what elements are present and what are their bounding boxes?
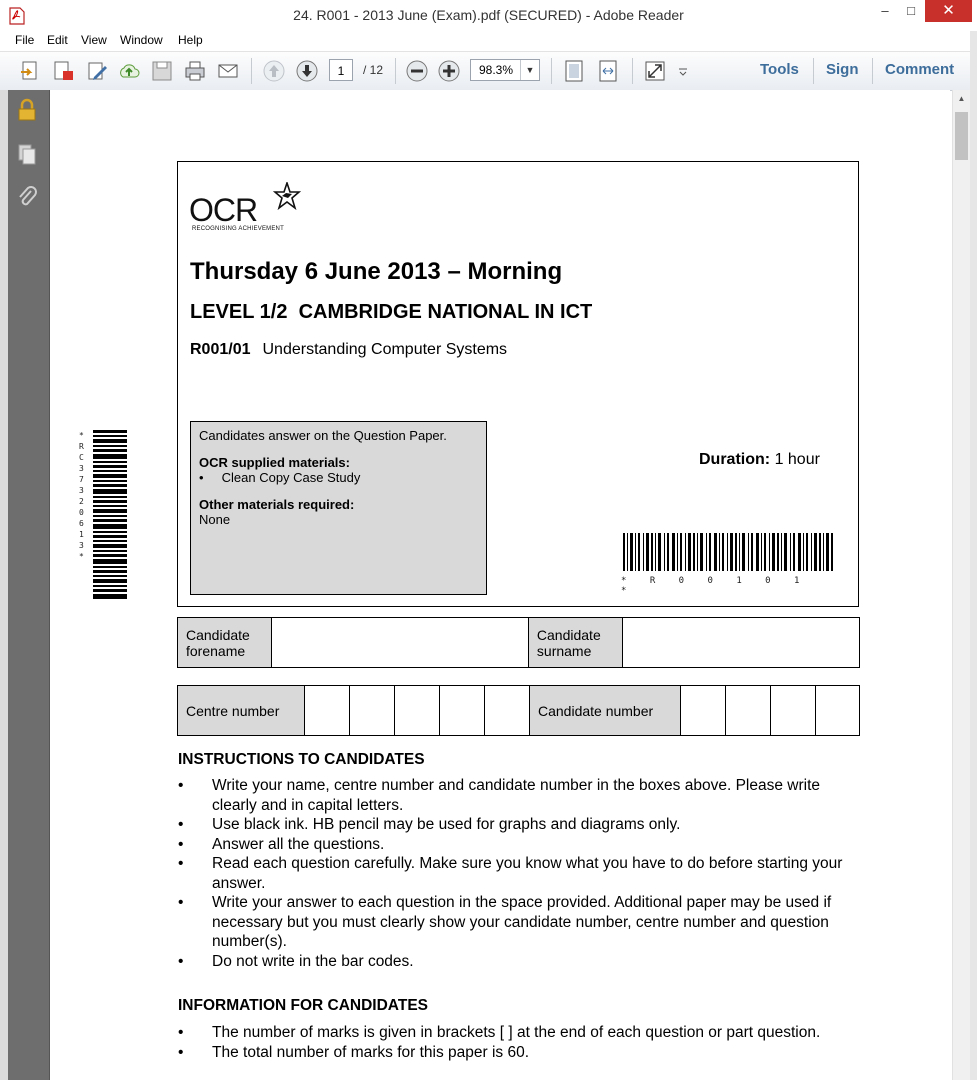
- navigation-pane-edge: [0, 90, 8, 1080]
- materials-box: [190, 421, 487, 595]
- other-materials-heading: Other materials required:: [199, 497, 355, 512]
- candidate-surname-box[interactable]: [622, 618, 859, 668]
- attachments-paperclip-icon[interactable]: [16, 185, 38, 209]
- horizontal-barcode: [621, 533, 836, 596]
- upload-cloud-icon[interactable]: [117, 59, 141, 83]
- full-screen-icon[interactable]: [643, 59, 667, 83]
- information-heading: INFORMATION FOR CANDIDATES: [178, 997, 428, 1014]
- page-number-input[interactable]: 1: [329, 59, 353, 81]
- ocr-logo: OCR: [189, 192, 258, 228]
- other-materials-value: None: [199, 512, 231, 527]
- instruction-item: • Read each question carefully. Make sure you know what you have to do before starting your answer.: [178, 854, 868, 893]
- toolbar-more-icon[interactable]: [676, 59, 690, 83]
- centre-number-digit-box[interactable]: [395, 686, 440, 736]
- ocr-tagline: RECOGNISING ACHIEVEMENT: [192, 226, 284, 232]
- toolbar-separator: [632, 58, 633, 84]
- page-total: / 12: [363, 63, 384, 77]
- qualification-title: LEVEL 1/2 CAMBRIDGE NATIONAL IN ICT: [190, 301, 593, 323]
- instruction-item: • Answer all the questions.: [178, 835, 868, 855]
- vertical-scrollbar[interactable]: [952, 90, 970, 1080]
- centre-number-digit-box[interactable]: [350, 686, 395, 736]
- information-item: • The total number of marks for this paper is 60.: [178, 1043, 868, 1063]
- window-right-edge: [970, 31, 977, 1080]
- tools-pane-button[interactable]: Tools: [760, 61, 799, 78]
- menu-file[interactable]: File: [15, 33, 35, 47]
- window-title: 24. R001 - 2013 June (Exam).pdf (SECURED) - Adobe Reader: [293, 7, 684, 23]
- maximize-button[interactable]: □: [907, 3, 915, 18]
- edit-icon[interactable]: [85, 59, 109, 83]
- candidate-forename-label: Candidate forename: [178, 618, 272, 668]
- vertical-barcode-graphic: [89, 430, 129, 600]
- instruction-item: • Do not write in the bar codes.: [178, 952, 868, 972]
- page-thumbnails-icon[interactable]: [16, 142, 38, 166]
- previous-page-icon[interactable]: [262, 59, 286, 83]
- menu-edit[interactable]: Edit: [47, 33, 68, 47]
- toolbar-separator: [251, 58, 252, 84]
- save-icon[interactable]: [150, 59, 174, 83]
- instruction-item: • Use black ink. HB pencil may be used for graphs and diagrams only.: [178, 815, 868, 835]
- navigation-pane: [0, 90, 50, 1080]
- zoom-select[interactable]: [470, 59, 540, 81]
- email-icon[interactable]: [216, 59, 240, 83]
- candidate-number-label: Candidate number: [529, 686, 680, 736]
- exam-date: Thursday 6 June 2013 – Morning: [190, 258, 563, 285]
- zoom-value: 98.3%: [479, 63, 514, 77]
- centre-number-digit-box[interactable]: [485, 686, 530, 736]
- menu-window[interactable]: Window: [120, 33, 163, 47]
- information-list: [178, 1023, 868, 1062]
- toolbar-separator: [551, 58, 552, 84]
- fit-page-icon[interactable]: [562, 59, 586, 83]
- lock-icon[interactable]: [16, 98, 38, 122]
- title-bar: [0, 0, 977, 31]
- candidate-surname-label: Candidate surname: [528, 618, 622, 668]
- centre-number-digit-box[interactable]: [305, 686, 350, 736]
- candidate-name-table: [177, 617, 860, 668]
- centre-number-digit-box[interactable]: [440, 686, 485, 736]
- instructions-list: [178, 776, 868, 971]
- candidate-number-digit-box[interactable]: [770, 686, 815, 736]
- answer-instruction: Candidates answer on the Question Paper.: [199, 428, 447, 443]
- candidate-number-digit-box[interactable]: [815, 686, 859, 736]
- duration-label: Duration:: [699, 451, 771, 468]
- scroll-up-arrow-icon[interactable]: ▲: [957, 94, 966, 103]
- comment-pane-button[interactable]: Comment: [885, 61, 955, 78]
- minimize-button[interactable]: –: [881, 3, 889, 18]
- information-item: • The number of marks is given in brackets [ ] at the end of each question or part question.: [178, 1023, 868, 1043]
- toolbar: [0, 51, 977, 91]
- menu-view[interactable]: View: [81, 33, 107, 47]
- supplied-item-text: Clean Copy Case Study: [221, 470, 361, 485]
- create-pdf-icon[interactable]: [51, 59, 75, 83]
- duration-value: 1 hour: [774, 451, 820, 468]
- scrollbar-thumb[interactable]: [955, 112, 968, 160]
- candidate-forename-box[interactable]: [271, 618, 528, 668]
- menu-bar: [0, 31, 977, 51]
- candidate-number-digit-box[interactable]: [726, 686, 771, 736]
- duration: [699, 451, 820, 469]
- print-icon[interactable]: [183, 59, 207, 83]
- toolbar-separator: [872, 58, 873, 84]
- next-page-icon[interactable]: [295, 59, 319, 83]
- chevron-down-icon[interactable]: ▼: [520, 60, 539, 80]
- horizontal-barcode-graphic: [621, 533, 836, 571]
- candidate-number-digit-box[interactable]: [681, 686, 726, 736]
- fit-width-icon[interactable]: [596, 59, 620, 83]
- toolbar-separator: [813, 58, 814, 84]
- instruction-item: • Write your name, centre number and candidate number in the boxes above. Please write clearly and in capital letters.: [178, 776, 868, 815]
- supplied-materials-item: • Clean Copy Case Study: [199, 470, 361, 485]
- unit-title: Understanding Computer Systems: [262, 341, 508, 358]
- unit-line: [190, 341, 507, 359]
- toolbar-separator: [395, 58, 396, 84]
- zoom-in-icon[interactable]: [437, 59, 461, 83]
- instructions-heading: INSTRUCTIONS TO CANDIDATES: [178, 751, 425, 768]
- ocr-star-logo-icon: [273, 182, 301, 210]
- zoom-out-icon[interactable]: [405, 59, 429, 83]
- menu-help[interactable]: Help: [178, 33, 203, 47]
- instruction-item: • Write your answer to each question in the space provided. Additional paper may be used if necessary but you must clearly show your candidate number, centre number and question number(s).: [178, 893, 868, 952]
- supplied-materials-heading: OCR supplied materials:: [199, 455, 350, 470]
- vertical-barcode: [89, 430, 129, 600]
- sign-pane-button[interactable]: Sign: [826, 61, 859, 78]
- unit-code: R001/01: [190, 341, 251, 358]
- open-icon[interactable]: [18, 59, 42, 83]
- candidate-number-table: [177, 685, 860, 736]
- vertical-barcode-caption: * R C 3 7 3 2 0 6 1 3 *: [79, 431, 84, 561]
- close-button[interactable]: ✕: [925, 0, 972, 22]
- barcode-caption: * R 0 0 1 0 1 *: [621, 576, 809, 596]
- centre-number-label: Centre number: [178, 686, 305, 736]
